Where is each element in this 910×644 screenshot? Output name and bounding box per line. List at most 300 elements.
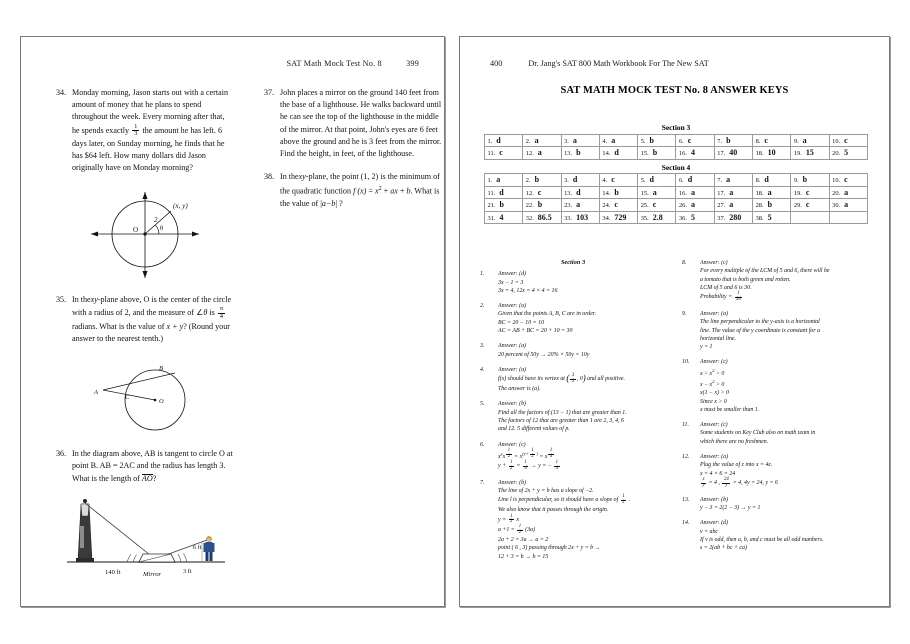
solutions-column-right: [682, 259, 868, 560]
answer-key-cell: [523, 211, 561, 224]
answer-key-cell-empty: [791, 211, 829, 224]
question-35-text-part4: radians. What is the value of: [72, 321, 165, 331]
answer-key-value: d: [687, 175, 693, 185]
answer-key-value: b: [649, 135, 654, 145]
answer-key-question-number: 26.: [678, 202, 687, 210]
question-35-fraction: $\frac{\pi}{4}$: [219, 305, 224, 320]
answer-key-value: 40: [729, 148, 738, 158]
question-38-plus2: +: [399, 187, 405, 197]
answer-key-cell: [791, 186, 829, 199]
answer-key-question-number: 31.: [487, 214, 496, 222]
solution-line: x(1 − x) > 0: [700, 390, 729, 397]
question-34-text-part2: the amount he has left. 6 days later, on Sunday morning, he finds that he has $64 left. How many dollars did Jason originally have on Monday morning?: [72, 125, 225, 173]
answer-key-value: 4: [690, 148, 695, 158]
answer-key-value: c: [611, 175, 615, 185]
left-page-header: [287, 59, 420, 68]
solution-item: [480, 270, 666, 295]
section3-label: Section 3: [661, 123, 691, 132]
solution-line: y − 3 = 2(2 − 3) → y = 1: [700, 505, 761, 512]
answer-key-value: a: [802, 135, 807, 145]
answer-key-cell: [485, 199, 523, 212]
answer-key-cell: [791, 174, 829, 187]
answer-key-value: d: [614, 148, 619, 158]
label-point-xy: (x, y): [173, 201, 188, 210]
answer-key-cell: [599, 174, 637, 187]
figure-tangent-circle: [56, 356, 234, 440]
answer-key-cell: [676, 134, 714, 147]
label-b: B: [159, 364, 164, 372]
answer-key-question-number: 29.: [793, 202, 802, 210]
answer-key-cell: [638, 199, 676, 212]
solution-item: [682, 259, 868, 303]
answer-key-question-number: 6.: [678, 137, 684, 145]
center-dot-o: [154, 399, 157, 402]
solution-line: 3x − 1 = 3: [498, 279, 524, 286]
inline-fraction: $\frac{1}{2}$: [510, 513, 513, 525]
answer-key-question-number: 38.: [755, 214, 764, 222]
answer-key-value: c: [687, 135, 692, 145]
answer-key-cell: [523, 199, 561, 212]
x-axis-arrow-left: [91, 231, 98, 236]
solution-line: line. The value of the y coordinate is constant for a: [700, 327, 821, 334]
answer-key-value: 4: [499, 212, 504, 222]
answer-key-cell: [485, 186, 523, 199]
answer-key-cell: [599, 147, 637, 160]
label-mirror: Mirror: [143, 570, 162, 578]
solution-item: [480, 400, 666, 433]
answer-key-question-number: 16.: [678, 150, 687, 158]
figure-lighthouse-mirror: [56, 496, 234, 586]
answer-key-question-number: 9.: [793, 137, 799, 145]
answer-key-question-number: 18.: [755, 189, 764, 197]
answer-key-question-number: 32.: [525, 214, 534, 222]
solution-item: [480, 441, 666, 472]
answer-key-question-number: 19.: [793, 150, 802, 158]
answer-key-cell: [753, 186, 791, 199]
question-35-xy: xy: [90, 294, 98, 304]
solution-number: 10.: [682, 359, 690, 366]
answer-key-question-number: 10.: [832, 177, 841, 185]
section3-answer-table: [484, 134, 868, 160]
solution-number: 8.: [682, 260, 687, 266]
answer-key-cell: [523, 174, 561, 187]
label-o: O: [159, 397, 164, 405]
answer-key-cell: [714, 134, 752, 147]
answer-key-cell: [599, 134, 637, 147]
inline-fraction: $\frac{1}{2}$: [518, 524, 522, 536]
question-35-text-part2: -plane above, O is the center of the circle with a radius of 2, and the measure of ∠: [72, 294, 232, 318]
answer-key-question-number: 5.: [640, 177, 646, 185]
solution-line: x = 4 × 6 = 24: [700, 470, 736, 477]
question-35-text-part3: is: [209, 308, 215, 318]
solution-line: $x^yx$ $^{\frac{1}{2}}$ = $x^{(y+ \frac{1}{2} )} = x$ $^{\frac{1}{4}}$: [498, 447, 553, 460]
question-37-text: John places a mirror on the ground 140 feet from the base of a lighthouse. He walks backward until he can see the top of the lighthouse in the middle of the mirror. At that point, John's eyes are 6 feet above the ground and he is 3 feet from the mirror. Find the height, in feet, of the lighthouse.: [280, 88, 442, 159]
solution-line: $x > x^2 > 0$: [700, 367, 725, 377]
solution-line: 20 percent of 50y → 20% × 50y = 10y: [498, 351, 590, 358]
solution-item: [682, 519, 868, 552]
answer-key-cell: [791, 199, 829, 212]
solution-item: [480, 366, 666, 393]
solution-line: Answer: (b): [498, 479, 526, 486]
answer-key-question-number: 35.: [640, 214, 649, 222]
answer-key-value: 15: [805, 148, 814, 158]
answer-key-cell: [791, 147, 829, 160]
question-34: [56, 87, 234, 175]
answer-key-value: 2.8: [652, 212, 663, 222]
solution-number: 14.: [682, 520, 690, 527]
question-38-a-minus-b: a−b: [321, 199, 336, 209]
solution-line: Answer: (d): [700, 520, 728, 527]
answer-key-question-number: 22.: [525, 202, 534, 210]
solution-line: LCM of 5 and 6 is 30.: [700, 284, 752, 291]
left-page: [20, 36, 445, 607]
answer-key-value: b: [499, 200, 504, 210]
solution-line: Probability = $\frac{1}{30}$: [700, 291, 741, 303]
solution-line: The line perpendicular to the y-axis is a horizontal: [700, 319, 820, 326]
answer-key-question-number: 30.: [832, 202, 841, 210]
label-a: A: [94, 388, 99, 396]
solutions-section-label: Section 3: [560, 259, 586, 266]
answer-key-question-number: 2.: [525, 137, 531, 145]
answer-key-value: a: [690, 200, 695, 210]
answer-key-cell: [791, 134, 829, 147]
answer-key-value: a: [726, 175, 731, 185]
solution-line: Given that the points A, B, C are in order.: [498, 311, 596, 318]
solution-number: 13.: [682, 496, 690, 503]
solution-item: [682, 453, 868, 489]
label-origin: O: [133, 225, 139, 234]
solution-line: $x - x^2 > 0$: [700, 379, 725, 388]
question-35: [56, 294, 234, 345]
answer-key-value: b: [652, 148, 658, 158]
label-c: C: [125, 393, 130, 401]
solution-line: Answer: (c): [700, 260, 728, 266]
question-38-equals: =: [368, 187, 373, 197]
question-35-text-part5: ? (Round your answer to the nearest tenth.): [72, 321, 230, 343]
solution-line: Answer: (b): [498, 401, 526, 408]
answer-key-value: d: [649, 175, 654, 185]
answer-key-question-number: 14.: [602, 150, 611, 158]
answer-key-value: d: [572, 175, 578, 185]
solution-line: Answer: (a): [700, 310, 728, 317]
answer-key-question-number: 7.: [717, 177, 723, 185]
solution-number: 3.: [480, 343, 485, 350]
question-38-xy: xy: [298, 172, 306, 182]
answer-key-value: 103: [576, 212, 589, 222]
answer-key-cell: [676, 199, 714, 212]
solution-line: 3x = 4, 12x = 4 × 4 = 16: [498, 287, 558, 294]
inline-fraction: $\frac{1}{30}$: [736, 291, 741, 303]
answer-key-cell: [676, 174, 714, 187]
answer-key-value: c: [652, 200, 657, 210]
answer-key-value: 5: [844, 148, 849, 158]
answer-key-question-number: 37.: [717, 214, 726, 222]
solution-number: 9.: [682, 310, 687, 317]
answer-key-question-number: 28.: [755, 202, 764, 210]
answer-key-cell: [753, 199, 791, 212]
solution-item: [480, 302, 666, 335]
answer-key-question-number: 12.: [525, 189, 534, 197]
solution-number: 12.: [682, 454, 690, 461]
angle-arc: [156, 225, 160, 234]
question-38-x: x: [374, 187, 379, 197]
question-37-number: 37.: [264, 88, 275, 97]
answer-key-question-number: 16.: [678, 189, 687, 197]
solution-line: a +1 = $\frac{1}{2}$ (3a): [498, 524, 535, 536]
solution-line: We also know that it passes through the origin.: [498, 507, 609, 514]
answer-key-value: d: [496, 135, 501, 145]
solution-line: Answer: (c): [700, 422, 728, 429]
answer-key-question-number: 4.: [602, 137, 608, 145]
answer-key-value: a: [844, 200, 849, 210]
answer-key-value: d: [764, 175, 769, 185]
inline-fraction: 1 2: [507, 447, 511, 459]
answer-key-cell-empty: [829, 211, 867, 224]
answer-key-question-number: 13.: [564, 189, 573, 197]
answer-key-value: 5: [690, 212, 695, 222]
answer-key-question-number: 3.: [564, 177, 569, 185]
answer-key-value: 10: [767, 148, 776, 158]
answer-key-question-number: 2.: [525, 177, 531, 185]
answer-key-value: a: [576, 200, 581, 210]
inline-fraction: $\frac{x}{y}$: [702, 476, 705, 488]
inline-fraction: $\frac{1}{2}$: [531, 447, 534, 459]
answer-key-value: a: [611, 135, 616, 145]
solution-line: For every multiple of the LCM of 5 and 6, there will be: [700, 268, 830, 275]
answer-key-question-number: 34.: [602, 214, 611, 222]
answer-key-cell: [676, 147, 714, 160]
inline-fraction: $\frac{1}{2}$: [510, 460, 513, 471]
answer-key-value: c: [805, 187, 810, 197]
solution-line: and 12. 5 different values of p.: [498, 426, 570, 433]
solution-line: v = abc: [700, 528, 719, 535]
label-ground-distance: 140 ft: [105, 568, 121, 576]
solution-number: 11.: [682, 422, 689, 429]
right-page-header: [490, 59, 709, 68]
solution-line: 2a + 2 = 3a → a = 2: [498, 537, 549, 544]
person-figure: [204, 536, 215, 561]
answer-key-cell: [523, 134, 561, 147]
answer-key-cell: [753, 134, 791, 147]
inline-fraction: 1 4: [549, 447, 553, 459]
solution-line: y = 1: [700, 344, 713, 351]
answer-key-value: a: [729, 200, 734, 210]
answer-key-row: [485, 211, 868, 224]
solution-line: Plug the value of z into x = 4z.: [700, 462, 773, 469]
answer-key-value: a: [767, 187, 772, 197]
answer-key-question-number: 20.: [832, 189, 841, 197]
lighthouse-svg: [59, 496, 231, 582]
answer-key-cell: [829, 147, 867, 160]
answer-key-value: a: [652, 187, 657, 197]
answer-key-cell: [676, 211, 714, 224]
answer-key-cell: [485, 211, 523, 224]
solution-item: [682, 358, 868, 414]
question-38-text-part3: . What is the value of |: [280, 187, 440, 209]
solution-number: 7.: [480, 479, 485, 486]
answer-key-cell: [714, 186, 752, 199]
solution-line: If v is odd, then a, b, and c must be all odd numbers.: [700, 536, 824, 543]
answer-key-question-number: 15.: [640, 189, 649, 197]
answer-key-row: [485, 199, 868, 212]
section4-answer-table: [484, 173, 868, 224]
answer-key-question-number: 8.: [755, 137, 761, 145]
answer-key-cell: [561, 211, 599, 224]
mirror-shape: [139, 554, 175, 562]
answer-key-value: a: [844, 187, 849, 197]
solution-line: Answer: (c): [700, 359, 728, 366]
answer-key-question-number: 1.: [487, 177, 493, 185]
answer-key-cell: [676, 186, 714, 199]
answer-key-cell: [485, 174, 523, 187]
answer-key-cell: [523, 186, 561, 199]
solution-line: The factors of 12 that are greater than 1 are 2, 3, 4, 6: [498, 417, 624, 424]
answer-key-value: a: [496, 175, 501, 185]
solution-line: Answer: (b): [700, 496, 728, 503]
answer-key-value: b: [576, 148, 581, 158]
answer-key-cell: [523, 147, 561, 160]
solution-line: Answer: (a): [700, 454, 728, 461]
question-35-number: 35.: [56, 294, 67, 304]
answer-key-question-number: 15.: [640, 150, 649, 158]
solution-item: [480, 479, 666, 561]
question-38-b: b: [406, 187, 411, 197]
question-36-text-part2: ?: [152, 473, 157, 483]
answer-key-question-number: 27.: [717, 202, 726, 210]
answer-key-question-number: 33.: [564, 214, 573, 222]
answer-key-value: 280: [729, 212, 742, 222]
answer-key-tables: [484, 120, 868, 224]
answer-key-cell: [638, 211, 676, 224]
question-36-text-part1: In the diagram above, AB is tangent to circle O at point B. AB = 2AC and the radius has length 3. What is the length of: [72, 449, 233, 483]
answer-key-cell: [753, 147, 791, 160]
answer-key-cell: [829, 186, 867, 199]
answer-key-question-number: 8.: [755, 177, 761, 185]
question-38-text-part1: In the: [280, 172, 299, 182]
right-page-number: 400: [490, 59, 503, 68]
answer-key-cell: [753, 211, 791, 224]
solutions-column-left: [480, 259, 666, 568]
solution-number: 1.: [480, 271, 485, 278]
solution-line: Answer: (c): [498, 441, 526, 448]
question-36-segment-ao: AO: [141, 473, 153, 483]
solution-line: s = 2(ab + bc + ca): [700, 545, 747, 552]
solution-line: Answer: (a): [498, 303, 526, 310]
answer-key-question-number: 23.: [564, 202, 573, 210]
answer-key-question-number: 5.: [640, 137, 646, 145]
answer-key-value: a: [572, 135, 577, 145]
solutions-area: [480, 259, 872, 599]
answer-key-question-number: 24.: [602, 202, 611, 210]
answer-key-question-number: 21.: [487, 202, 496, 210]
solution-number: 4.: [480, 366, 485, 373]
answer-key-value: a: [534, 135, 539, 145]
radius-segment: [145, 211, 171, 234]
answer-key-cell: [829, 199, 867, 212]
solution-line: a tomato that is both green and rotten.: [700, 276, 791, 283]
solution-item: [480, 342, 666, 359]
solution-item: [682, 496, 868, 513]
answer-key-value: b: [614, 187, 619, 197]
answer-key-cell: [714, 199, 752, 212]
solution-line: Some students on Key Club also on math team in: [700, 430, 816, 437]
solution-line: The answer is (a).: [498, 386, 541, 393]
inline-fraction: $\frac{3}{2}$: [571, 373, 575, 385]
figure-unit-circle: [56, 186, 234, 286]
inline-fraction: $\frac{1}{4}$: [555, 460, 559, 471]
answer-key-value: c: [537, 187, 542, 197]
solution-line: Line l is perpendicular, so it should have a slope of $\frac{1}{2}$ .: [498, 494, 631, 506]
solution-number: 6.: [480, 441, 485, 448]
answer-key-question-number: 20.: [832, 150, 841, 158]
right-header-title: Dr. Jang's SAT 800 Math Workbook For The New SAT: [528, 59, 709, 68]
answer-key-value: a: [729, 187, 734, 197]
solution-number: 2.: [480, 303, 485, 310]
answer-key-question-number: 13.: [564, 150, 573, 158]
answer-key-value: c: [614, 200, 618, 210]
answer-key-cell: [485, 147, 523, 160]
left-header-title: SAT Math Mock Test No. 8: [286, 59, 382, 68]
answer-key-value: 86.5: [537, 212, 552, 222]
answer-key-value: b: [767, 200, 773, 210]
solution-line: horizontal line.: [700, 335, 736, 342]
question-38-fx: f (x): [353, 187, 367, 197]
answer-key-cell: [714, 211, 752, 224]
solution-line: AC = AB + BC = 20 + 10 = 30: [498, 328, 573, 335]
solution-line: Answer: (a): [498, 366, 526, 373]
question-38-number: 38.: [264, 172, 275, 182]
answer-key-question-number: 11.: [487, 150, 496, 158]
answer-key-value: d: [576, 187, 581, 197]
solution-line: 12 + 3 = b → b = 15: [498, 553, 549, 560]
question-34-fraction: $\frac{1}{3}$: [134, 122, 138, 138]
y-axis-arrow-up: [143, 192, 148, 199]
answer-key-question-number: 36.: [678, 214, 687, 222]
answer-key-cell: [714, 147, 752, 160]
solution-line: $\frac{x}{y}$ = 4 , $\frac{24}{y}$ = 4, 4y = 24, y = 6: [702, 476, 778, 488]
question-35-text-part1: In the: [72, 294, 91, 304]
solution-number: 5.: [480, 401, 485, 408]
x-axis-arrow-right: [192, 231, 199, 236]
answer-key-cell: [561, 147, 599, 160]
y-axis-arrow-down: [143, 271, 148, 278]
unit-circle-svg: [75, 186, 215, 282]
solution-line: x must be smaller than 1.: [700, 406, 760, 413]
answer-key-cell: [561, 134, 599, 147]
answer-key-value: b: [726, 135, 731, 145]
origin-dot: [143, 232, 146, 235]
answer-key-value: c: [844, 135, 848, 145]
answer-key-value: c: [805, 200, 810, 210]
answer-key-question-number: 19.: [793, 189, 802, 197]
answer-key-cell: [561, 186, 599, 199]
answer-key-question-number: 12.: [525, 150, 534, 158]
answer-key-value: c: [499, 148, 503, 158]
answer-key-question-number: 6.: [678, 177, 684, 185]
light-ray-to-mirror: [85, 503, 155, 559]
solution-line: Since x > 0: [700, 398, 727, 405]
answer-key-question-number: 7.: [717, 137, 723, 145]
answer-key-value: c: [844, 175, 848, 185]
answer-key-question-number: 9.: [793, 177, 799, 185]
section4-label: Section 4: [661, 162, 691, 172]
question-36-number: 36.: [56, 449, 67, 459]
answer-key-row: [485, 186, 868, 199]
answer-key-question-number: 1.: [487, 137, 493, 145]
question-38-ax: ax: [390, 187, 398, 197]
question-38-plus1: +: [383, 187, 389, 197]
answer-key-value: a: [690, 187, 695, 197]
